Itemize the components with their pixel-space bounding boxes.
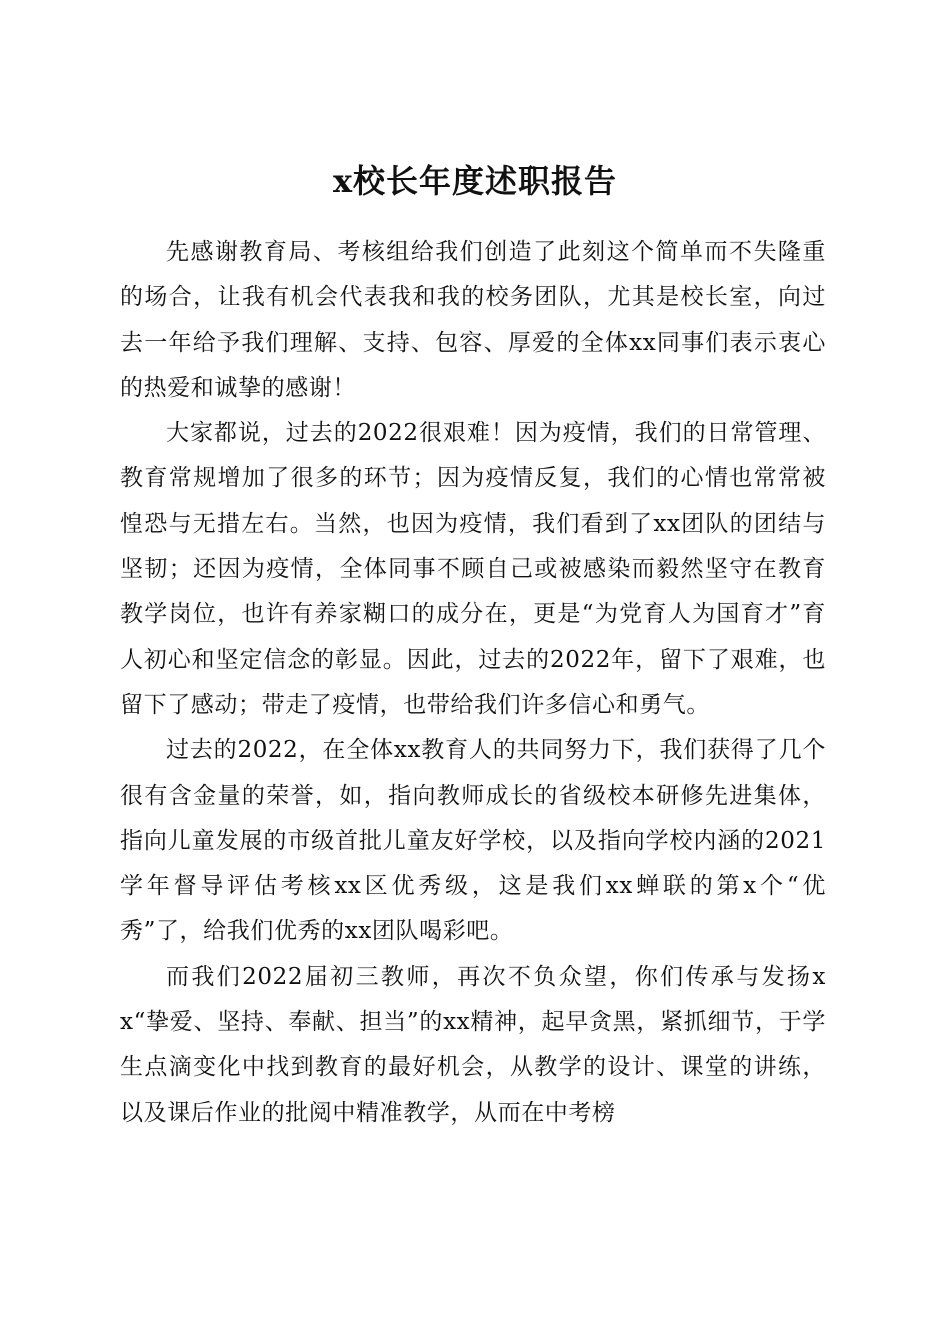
paragraph-thanks: 先感谢教育局、考核组给我们创造了此刻这个简单而不失隆重的场合，让我有机会代表我和我的校务团队，尤其是校长室，向过去一年给予我们理解、支持、包容、厚爱的全体xx同事们表示衷心的热爱和诚挚的感谢！ <box>120 239 826 401</box>
document-body <box>120 230 826 1136</box>
paragraph-honors: 过去的2022，在全体xx教育人的共同努力下，我们获得了几个很有含金量的荣誉，如，指向教师成长的省级校本研修先进集体，指向儿童发展的市级首批儿童友好学校，以及指向学校内涵的2021学年督导评估考核xx区优秀级，这是我们xx蝉联的第x个“优秀”了，给我们优秀的xx团队喝彩吧。 <box>120 737 826 945</box>
document-title: x校长年度述职报告 <box>332 162 618 201</box>
paragraph-pandemic-2022: 大家都说，过去的2022很艰难！因为疫情，我们的日常管理、教育常规增加了很多的环节；因为疫情反复，我们的心情也常常被惶恐与无措左右。当然，也因为疫情，我们看到了xx团队的团结与坚韧；还因为疫情，全体同事不顾自己或被感染而毅然坚守在教育教学岗位，也许有养家糊口的成分在，更是“为党育人为国育才”育人初心和坚定信念的彰显。因此，过去的2022年，留下了艰难，也留下了感动；带走了疫情，也带给我们许多信心和勇气。 <box>120 420 826 718</box>
paragraph-grade-nine-teachers: 而我们2022届初三教师，再次不负众望，你们传承与发扬xx“挚爱、坚持、奉献、担当”的xx精神，起早贪黑，紧抓细节，于学生点滴变化中找到教育的最好机会，从教学的设计、课堂的讲练，以及课后作业的批阅中精准教学，从而在中考榜 <box>120 963 826 1126</box>
